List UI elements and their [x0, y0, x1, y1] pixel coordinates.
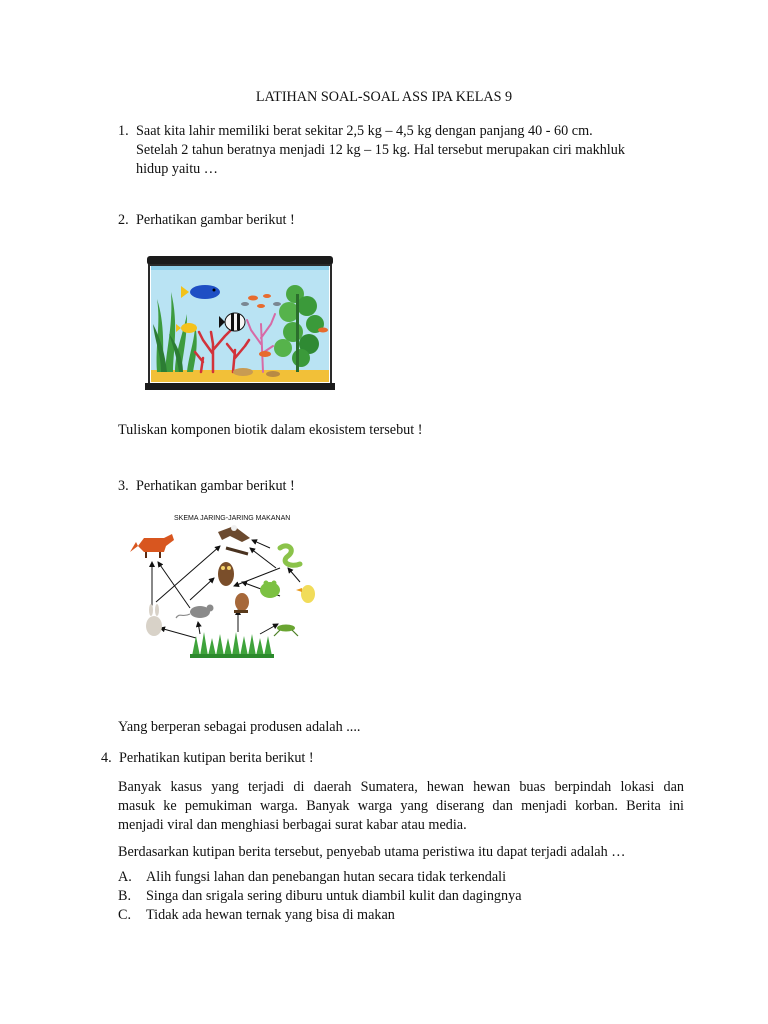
option-text: Alih fungsi lahan dan penebangan hutan secara tidak terkendali — [146, 869, 507, 885]
question-prompt: Perhatikan gambar berikut ! — [136, 212, 295, 228]
question-prompt: Perhatikan gambar berikut ! — [136, 478, 295, 494]
option-letter: C. — [118, 907, 132, 923]
question-text — [136, 122, 678, 179]
option-c[interactable] — [118, 906, 678, 925]
bird-icon — [296, 585, 315, 603]
question-4-text: Berdasarkan kutipan berita tersebut, penyebab utama peristiwa itu dapat terjadi adalah … — [118, 844, 626, 860]
quote-line: Banyak kasus yang terjadi di daerah Sumatera, hewan hewan buas berpindah lokasi dan — [118, 779, 684, 795]
frog-icon — [260, 581, 280, 599]
question-number: 3. — [118, 478, 129, 494]
news-quote — [118, 778, 684, 835]
option-letter: B. — [118, 888, 132, 904]
question-prompt: Perhatikan kutipan berita berikut ! — [119, 750, 314, 766]
option-text: Singa dan srigala sering diburu untuk diambil kulit dan dagingnya — [146, 888, 522, 904]
diagram-title: SKEMA JARING-JARING MAKANAN — [174, 515, 291, 522]
question-2 — [118, 211, 678, 230]
option-letter: A. — [118, 869, 132, 885]
quote-line: masuk ke pemukiman warga. Banyak warga yang diserang dan menjadi korban. Berita ini — [118, 798, 684, 814]
aquarium-base — [145, 383, 335, 390]
question-line: Saat kita lahir memiliki berat sekitar 2,5 kg – 4,5 kg dengan panjang 40 - 60 cm. — [136, 123, 593, 139]
rat-icon — [176, 605, 214, 619]
question-line: Setelah 2 tahun beratnya menjadi 12 kg – 15 kg. Hal tersebut merupakan ciri makhluk — [136, 142, 625, 158]
quote-line: menjadi viral dan menghiasi berbagai surat kabar atau media. — [118, 817, 467, 833]
grasshopper-icon — [274, 625, 298, 637]
question-line: hidup yaitu … — [136, 161, 218, 177]
question-2-text: Tuliskan komponen biotik dalam ekosistem tersebut ! — [118, 422, 423, 438]
answer-options — [118, 868, 678, 925]
rabbit-icon — [146, 604, 162, 636]
question-3 — [118, 477, 678, 496]
question-number: 4. — [101, 750, 112, 766]
question-number: 1. — [118, 123, 129, 139]
fox-icon — [130, 534, 174, 558]
option-b[interactable] — [118, 887, 678, 906]
grass-icon — [190, 632, 274, 658]
aquarium-image — [143, 254, 338, 394]
page-title: LATIHAN SOAL-SOAL ASS IPA KELAS 9 — [255, 89, 513, 105]
question-4 — [101, 749, 681, 768]
question-3-text: Yang berperan sebagai produsen adalah .... — [118, 719, 361, 735]
sparrow-icon — [234, 593, 249, 613]
option-a[interactable] — [118, 868, 678, 887]
food-web-diagram — [130, 508, 330, 668]
snake-icon — [280, 546, 300, 565]
owl-icon — [218, 562, 234, 586]
question-1 — [118, 122, 678, 179]
option-text: Tidak ada hewan ternak yang bisa di makan — [146, 907, 395, 923]
eagle-icon — [218, 525, 250, 554]
aquarium-lid — [147, 256, 333, 265]
question-number: 2. — [118, 212, 129, 228]
